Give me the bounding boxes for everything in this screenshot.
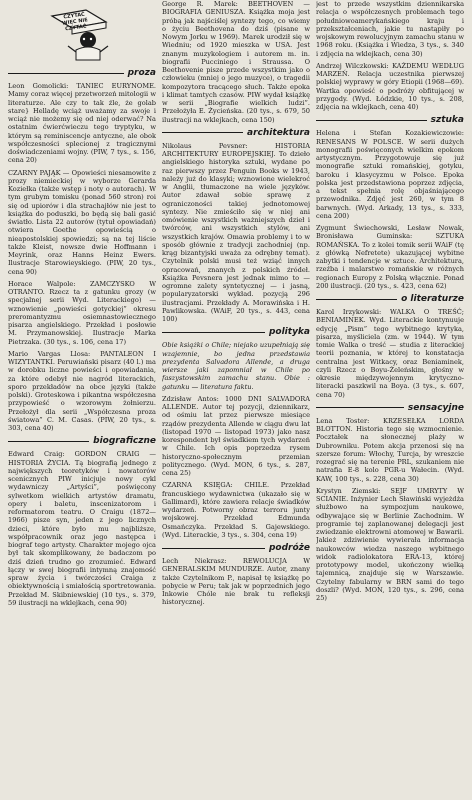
review-toster: Lena Toster: KRZESEŁKA LORDA BLOTTON. Historia tego się wzmocnienie. Pocztałek na słonecznej plaży w Dubrowniku. Potem akcja przenosi się na szersze forum: Włochy, Turcja, by wreszcie rozegrać się na terenie PRL, szukaniem nie natrafia E-8 kolo PGR-u Wałecin. (Wyd. KAW, 100 tys., s. 228, cena 30) bbox=[316, 416, 464, 483]
review-niekrasz: Lech Niekrasz: REWOLUCJA W GENERALSKIM MUNDURZE. Autor, znany także Czytelnikom P., napisał tę książkę po pobycie w Peru; tak jak w poprzednich jego Inkowie Chóle nie brak tu refleksji historycznej. bbox=[162, 557, 310, 607]
review-vargas-llosa: Mario Vargas Llosa: PANTALEON I WIZYTANTKI. Peruwiański pisarz (40 l.) ma w dorobku liczne powieści i opowiadania, za które odebył nie nagród literackich, sporo przekładów na obce języki (także polski). Groteskowa i pikantna współczesna przypowieść o wzorowym żołnierzu. Przełożył dla serii „Współczesna proza światowa” C. M. Casas. (PIW, 20 tys., s. 303, cena 40) bbox=[8, 349, 156, 432]
review-ziemski: Krystyn Ziemski: SEJF UMRYTY W SCIANIE. Inżynier Lech Sławiński wyjeżdża służbowo na sympozjum naukowe, odbywające się w Berlinie Zachodnim. W programie tej zaplanowanej delegacji jest zwiedzanie elektrowni atomowej w Bawarii. Jakież zdziwienie wywierała informacja naukowców wiedza naszego wybitnego widok radiolokatora ERA-13, której prototypowy model, ukończony wielką tajemnicą, znajduje się w Warszawie. Czytelny fabularny w BRN sami do tego doszli? (Wyd. MON, 120 tys., s. 296, cena 25) bbox=[316, 486, 464, 602]
review-antos: Zdzisław Antos: 1000 DNI SALVADORA ALLENDE. Autor tej pozycji, dziennikarz, od ośmiu lat przez pierwsze miesiące rządów prezydenta Allende w ciągu dwu lat (listopad 1970 — listopad 1973) jako nasz korespondent był świadkiem tych wydarzeń w Chile. Ich opis poprzedza rysem historyczno-społecznym przemian politycznego. (Wyd. MON, 6 tys., s. 287, cena 25) bbox=[162, 394, 310, 477]
section-header-podroze: podróże bbox=[162, 543, 310, 553]
section-header-biograficzne: biograficzne bbox=[8, 436, 156, 446]
review-marek: George R. Marek: BEETHOVEN — BIOGRAFIA GENIUSZA. Książka moja jest próbą jak najściślej syntezy tego, co wiemy o życiu Beethovena do dziś (pisane w Nowym Jorku w 1969). Marek urodził się w Wiedniu; od 1920 mieszka w USA. Jest znanym muzykologiem i autorem m. in. biografii Pucciniego i Straussa. O Beethovenie pisze przede wszystkim jako o człowieku (mniej o jego muzyce), o tragedii kompozytora tracącego słuch. Także epoka i klimat tamtych czasów. PIW wydał książkę w serii „Biografie wielkich ludzi”. Przełożyła E. Życieńska. (20 tys., s. 679, 50 ilustracji na wklejkach, cena 150) bbox=[162, 0, 310, 124]
review-walpole: Horace Walpole: ZAMCZYSKO W OTRANTO. Rzecz ta z gatunku grozy (w specjalnej serii Wyd. Literackiego) — wznowienie „powieści gotyckiej” okresu preromantyzmu osiemnastowiecznego pisarza angielskiego. Przekład i posłowie M. Przymanowskiej. Ilustracje Marka Pietrzaka. (30 tys., s. 106, cena 17) bbox=[8, 279, 156, 346]
review-pevsner: Nikolaus Pevsner: HISTORIA ARCHITEKTURY EUROPEJSKIEJ. To dzieło angielskiego historyka sztuki, wydane po raz pierwszy przez Penguin Books w 1943, należy już do klasyki; wznowione wielekroć w Anglii, tłumaczone na wiele języków. Autor zdawał sobie sprawę z ograniczoności takiej jednotomowej syntezy. Nie zmieściło się w niej ani omówienie wszystkich ważniejszych dzieł i twórców, ani wszystkich stylów, ani wszystkich krajów. Omawia problemy i to w sposób głównie z tradycji zachodniej (np. krąg bizantyjski uważa za odrębny temat). Czytelnik polski musi też wziąć innych opracowań, znanych z polskich źródeł. Książka Pevsnera jest jednak mimo to — ogromne zalety syntetycznej — i jasną, popularyzatorski wykład. pozycją 296 ilustracjami. Przekłady A. Morawińska i H. Pawlikowska. (WAiF, 20 tys., s. 443, cena 100) bbox=[162, 141, 310, 323]
column-middle bbox=[162, 0, 310, 800]
review-czarny-pajak: CZARNY PAJĄK — Opowieści niesamowite z prozy niemieckiej w wyborze Gerarda Koziełka (także wstęp i noty o autorach). W tym grubym tomisku (ponad 560 stron) roi się od upiorów i dla strachajłów nie jest to książka do poduszki, bo będą się bali gasić światło. Lista 22 autorów (tytuł opowiadań) otwiera Goethe opowieścią o nieapostolskiej spowiedzi; są na tej liście także Kleist, nowsze dwie Hoffmann i Meyrink, oraz Hanns Heinz Ewers. Ilustracje Starowieyskiego. (PIW, 20 tys., cena 90) bbox=[8, 168, 156, 276]
review-swiechowski: Zygmunt Świechowski, Lesław Nowak, Bronisława Guminska: SZTUKA ROMAŃSKA. To z kolei tomik serii WAiF (tę z główką Nefretete) ukazującej wybitne zabytki i tendencje w sztuce. Architektura, rzeźba i malarstwo romańskie w różnych regionach Europy z Polską włącznie. Ponad 200 ilustracji. (20 tys., s. 423, cena 62) bbox=[316, 224, 464, 290]
review-craig: Edward Craig: GORDON CRAIG — HISTORIA ŻYCIA. Tą biografią jednego z największych teoretyków i nowatorów scenicznych PIW inicjuje nowy cykl wydawniczy „Artyści”, poświęcony sylwetkom wielkich artystów dramatu, opery i baletu, inscenizatorom i reformatorom teatru. O Craigu (1872—1966) pisze syn, jeden z jego licznych dzieci, które było mu najbliższe, współpracownik oraz jego następca i biograf tego artysty. Charakter mojego ojca był tak skomplikowany, że badaczom po dziś dzień trudno go zrozumieć. Edward łączy w swej biografii intymną znajomość spraw życia i twórczości Craiga z obiektywnością i smiałością sportretowania. Przekład M. Skibniewskiej (10 tys., s. 379, 59 ilustracji na wklejkach, cena 90) bbox=[8, 450, 156, 607]
review-niekrasz-continued: jest to przede wszystkim dziennikarska relacja o współczesnych problemach tego południowoamerykańskiego kraju i przekształceniach, jakie tu nastąpiły po wojskowym rewolucyjnym zamachu stanu w 1968 roku. (Książka i Wiedza, 3 tys., s. 340 i zdjęcia na wklejkach, cena 30) bbox=[316, 0, 464, 58]
section-header-o-literaturze: o literaturze bbox=[316, 294, 464, 304]
czytac-logo bbox=[46, 6, 112, 62]
section-header-proza: proza bbox=[8, 68, 156, 78]
section-header-sensacyjne: sensacyjne bbox=[316, 403, 464, 413]
review-kozakiewicz: Helena i Stefan Kozakiewiczowie: RENESANS W POLSCE. W serii dużych monografii poświęconych wielkim epokom artystycznym. Przygotowuje się już monografie sztuki romańskiej, gotyku, baroku i klasycyzmu w Polsce. Epoka polska jest przedstawiona poprzez zdjęcia, a tekst spełnia rolę objaśniającego przewodnika. Zdjęć jest 260, w tym 8 barwnych. (Wyd. Arkady, 13 tys., s. 333, cena 200) bbox=[316, 129, 464, 220]
polityka-intro: Obie książki o Chile; niejako uzupełniają się wzajemnie, bo jedna przedstawia prezydenta Salvadora Allende, a druga wiersze jaki zapomniał w Chile po faszystowskim zamachu stanu. Obie : gatunku — literatura faktu. bbox=[162, 341, 310, 391]
section-header-polityka: polityka bbox=[162, 327, 310, 337]
section-header-sztuka: sztuka bbox=[316, 115, 464, 125]
review-wilczkowski: Andrzej Wilczkowski: KAŻDEMU WEDŁUG MARZEŃ. Relacja uczestnika pierwszej polskiej wyprawy w góry Etiopii (1968—69). Wartka opowieść o podróży obfitującej w przygody. (Wyd. Łódzkie, 10 tys., s. 208, zdjęcia na wklejkach, cena 40) bbox=[316, 61, 464, 111]
logo-text: CZYTAĆ WIĘC NIE CZYTAĆ bbox=[61, 11, 89, 33]
column-left bbox=[8, 0, 156, 800]
section-header-architektura: architektura bbox=[162, 128, 310, 138]
review-gomolicki: Leon Gomolicki: TANIEC EURYNOME. Mamy coraz więcej przetworzeń mitologii w literaturze. Ale czy to tak źle, że golab stare} Helladę wciąż uważamy za swoje i wciąż nie możemy się od niej oderwać? Na ostatnim ćwierćwieczu tego tryptyku, w którym są reminiscencje antyczne, ale obok współczesności splecionej z tragicznymi doświadczeniami wojny. (PIW, 7 tys., s. 156, cena 20) bbox=[8, 82, 156, 165]
review-irzykowski: Karol Irzykowski: WALKA O TREŚĆ; BENIAMINEK. Wyd. Literackie kontynuuje edycję „Pism” tego wybitnego krytyka, pisarza, myśliciela (zm. w 1944). W tym tomie Walka o treść — studia z literackiej teorii poznania, w której to konstatacja centralna jest Witkacy, oraz Beniaminek, czyli Rzecz o Boyu-Żeleńskim, głośny w okresie międzywojennym krytyczno-literacki paszkwil na Boya. (3 tys., s. 607, cena 70) bbox=[316, 308, 464, 399]
review-czarna-ksiega: CZARNA KSIĘGA: CHILE. Przekład francuskiego wydawnictwa (ukazało się w Gallimard), które zawiera relacje świadków wydarzeń. Potworny obraz terroru junty wojskowej. Przekład Edmunda Osmańczyka. Przekład S. Gajewskiego. (Wyd. Literackie, 3 tys., s. 304, cena 19) bbox=[162, 481, 310, 539]
column-right bbox=[316, 0, 464, 800]
